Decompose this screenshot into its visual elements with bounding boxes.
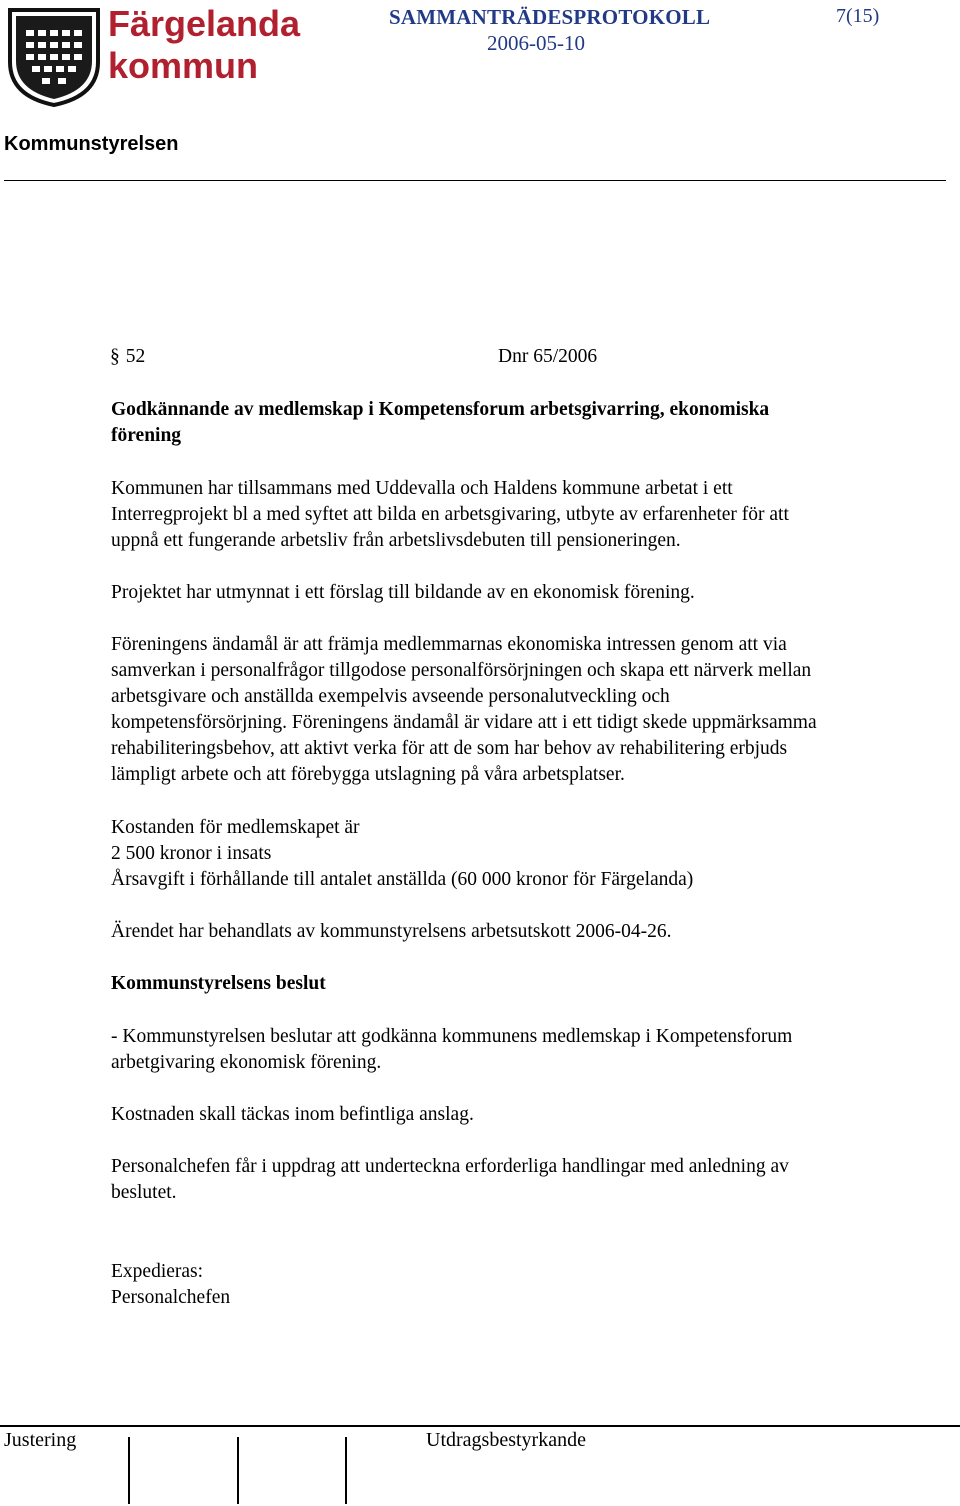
cost-line3: Årsavgift i förhållande till antalet anställda (60 000 kronor för Färgelanda)	[111, 869, 694, 890]
paragraph-number-value: 52	[125, 346, 146, 367]
paragraph-3-line2: samverkan i personalfrågor tillgodose personalförsörjningen och skapa ett närverk mellan	[111, 660, 812, 681]
assignment-line1: Personalchefen får i uppdrag att underteckna erforderliga handlingar med anledning av	[111, 1156, 789, 1177]
document-title: SAMMANTRÄDESPROTOKOLL	[389, 5, 711, 29]
paragraph-3-line3: arbetsgivare och anställda exempelvis avseende personalutveckling och	[111, 686, 670, 707]
item-heading-line1: Godkännande av medlemskap i Kompetensforum arbetsgivarring, ekonomiska	[111, 399, 770, 420]
board-name: Kommunstyrelsen	[4, 133, 179, 155]
paragraph-1-line1: Kommunen har tillsammans med Uddevalla och Haldens kommune arbetat i ett	[111, 478, 733, 499]
paragraph-3-line1: Föreningens ändamål är att främja medlemmarnas ekonomiska intressen genom att via	[111, 634, 787, 655]
certification-label: Utdragsbestyrkande	[426, 1429, 586, 1451]
decision-line1: - Kommunstyrelsen beslutar att godkänna kommunens medlemskap i Kompetensforum	[111, 1026, 793, 1047]
header-divider	[4, 180, 946, 181]
paragraph-1-line3: uppnå ett fungerande arbetsliv från arbetslivsdebuten till pensioneringen.	[111, 530, 681, 551]
meeting-date: 2006-05-10	[487, 31, 585, 55]
paragraph-1-line2: Interregprojekt bl a med syftet att bilda en arbetsgivaring, utbyte av erfarenheter för att	[111, 504, 789, 525]
logo-text-line2: kommun	[108, 45, 259, 86]
handled-by: Ärendet har behandlats av kommunstyrelsens arbetsutskott 2006-04-26.	[111, 921, 672, 942]
cost-coverage: Kostnaden skall täckas inom befintliga anslag.	[111, 1104, 474, 1125]
signature-line	[237, 1437, 239, 1504]
section-symbol: §	[110, 346, 120, 367]
footer-divider	[0, 1425, 960, 1427]
item-heading-line2: förening	[111, 425, 182, 446]
logo-text-line1: Färgelanda	[108, 3, 301, 44]
diary-number: Dnr 65/2006	[498, 346, 598, 367]
dispatched-recipient: Personalchefen	[111, 1287, 231, 1308]
signature-line	[128, 1437, 130, 1504]
dispatched-label: Expedieras:	[111, 1261, 204, 1282]
paragraph-number	[110, 344, 145, 370]
paragraph-3-line6: lämpligt arbete och att förebygga utslagning på våra arbetsplatser.	[111, 764, 625, 785]
coat-of-arms-icon	[4, 4, 104, 108]
municipality-logo	[4, 3, 301, 108]
decision-line2: arbetgivaring ekonomisk förening.	[111, 1052, 382, 1073]
assignment-line2: beslutet.	[111, 1182, 177, 1203]
justering-label: Justering	[4, 1429, 77, 1451]
page-number: 7(15)	[836, 5, 880, 27]
paragraph-3-line4: kompetensförsörjning. Föreningens ändamål är vidare att i ett tidigt skede uppmärksamma	[111, 712, 817, 733]
paragraph-3-line5: rehabiliteringsbehov, att aktivt verka för att de som har behov av rehabilitering erbjuds	[111, 738, 788, 759]
cost-line2: 2 500 kronor i insats	[111, 843, 272, 864]
decision-heading: Kommunstyrelsens beslut	[111, 973, 326, 994]
paragraph-2: Projektet har utmynnat i ett förslag till bildande av en ekonomisk förening.	[111, 582, 695, 603]
cost-line1: Kostanden för medlemskapet är	[111, 817, 360, 838]
signature-line	[345, 1437, 347, 1504]
